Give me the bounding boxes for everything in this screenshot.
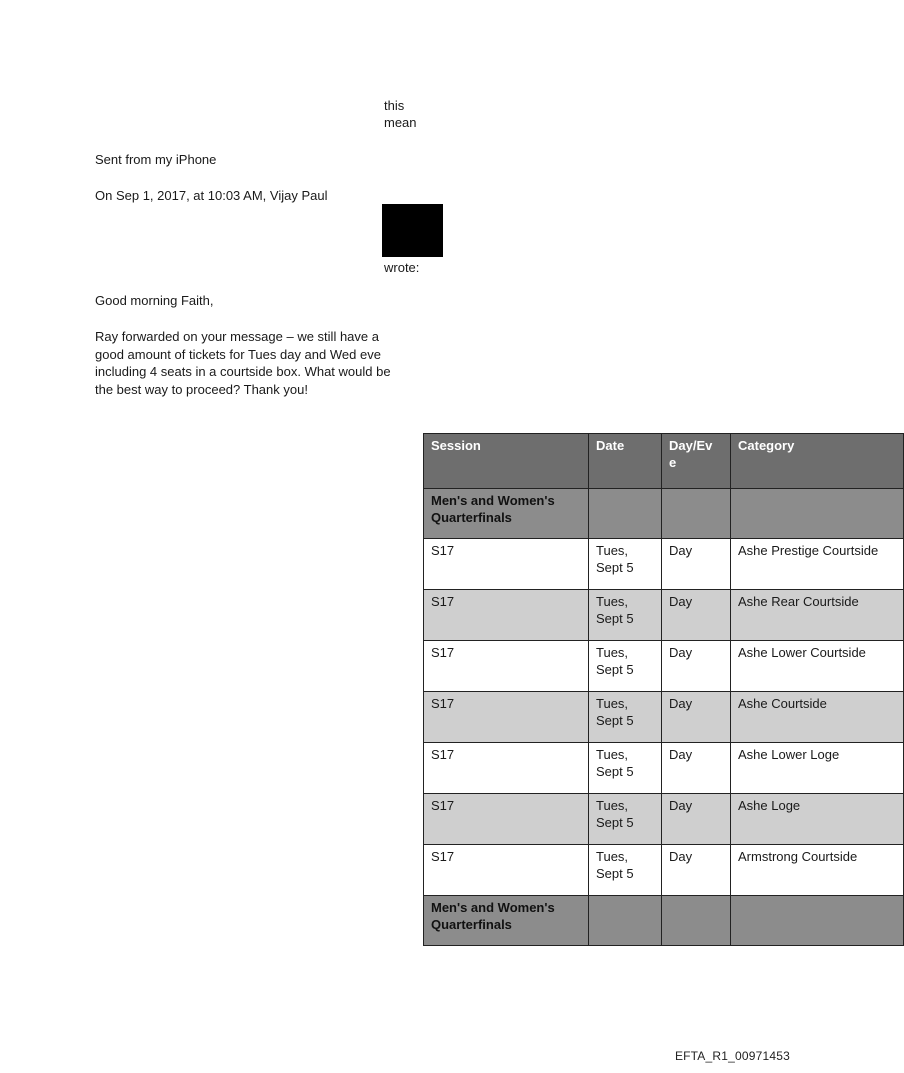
- header-date: Date: [589, 434, 662, 489]
- table-row: [424, 539, 904, 590]
- fragment-text: [384, 97, 417, 131]
- table-row: [424, 590, 904, 641]
- table-cell: Men's and Women's Quarterfinals: [424, 896, 589, 946]
- table-row: [424, 743, 904, 794]
- table-cell: S17: [424, 590, 589, 641]
- table-row: [424, 845, 904, 896]
- table-cell: Ashe Lower Loge: [731, 743, 904, 794]
- table-cell: S17: [424, 743, 589, 794]
- table-cell: Tues, Sept 5: [589, 641, 662, 692]
- table-cell: Day: [662, 794, 731, 845]
- sent-from-line: Sent from my iPhone: [95, 152, 217, 167]
- table-cell: Tues, Sept 5: [589, 845, 662, 896]
- table-cell: [731, 896, 904, 946]
- table-header-row: [424, 434, 904, 489]
- table-cell: [589, 896, 662, 946]
- wrote-label: wrote:: [384, 260, 420, 275]
- table-cell: Tues, Sept 5: [589, 539, 662, 590]
- table-cell: Day: [662, 539, 731, 590]
- table-row: [424, 794, 904, 845]
- table-body: [424, 489, 904, 946]
- table-cell: Ashe Courtside: [731, 692, 904, 743]
- table-cell: Tues, Sept 5: [589, 590, 662, 641]
- table-cell: Armstrong Courtside: [731, 845, 904, 896]
- table-cell: S17: [424, 845, 589, 896]
- table-cell: Tues, Sept 5: [589, 692, 662, 743]
- fragment-line-2: mean: [384, 115, 417, 130]
- table-cell: Day: [662, 845, 731, 896]
- table-cell: Men's and Women's Quarterfinals: [424, 489, 589, 539]
- fragment-line-1: this: [384, 98, 405, 113]
- header-day-eve: Day/Ev e: [662, 434, 731, 489]
- table-cell: Day: [662, 641, 731, 692]
- tickets-table-wrap: [423, 433, 879, 943]
- table-cell: Day: [662, 692, 731, 743]
- table-cell: S17: [424, 641, 589, 692]
- tickets-table: [423, 433, 904, 946]
- table-row: [424, 692, 904, 743]
- table-cell: [662, 489, 731, 539]
- table-cell: S17: [424, 794, 589, 845]
- table-cell: S17: [424, 692, 589, 743]
- table-cell: Ashe Prestige Courtside: [731, 539, 904, 590]
- table-cell: Day: [662, 590, 731, 641]
- header-category: Category: [731, 434, 904, 489]
- table-row: [424, 641, 904, 692]
- table-cell: [731, 489, 904, 539]
- table-cell: Ashe Lower Courtside: [731, 641, 904, 692]
- section-row: [424, 896, 904, 946]
- message-body: Ray forwarded on your message – we still have a good amount of tickets for Tues day and Wed eve including 4 seats in a courtside box. What would be the best way to proceed? Thank you!: [95, 329, 391, 397]
- table-cell: Tues, Sept 5: [589, 743, 662, 794]
- document-id: EFTA_R1_00971453: [674, 1049, 790, 1063]
- table-cell: Ashe Loge: [731, 794, 904, 845]
- table-cell: Ashe Rear Courtside: [731, 590, 904, 641]
- greeting: Good morning Faith,: [95, 293, 214, 308]
- header-session: Session: [424, 434, 589, 489]
- section-row: [424, 489, 904, 539]
- table-cell: [589, 489, 662, 539]
- redaction-box: [382, 204, 443, 257]
- table-cell: Tues, Sept 5: [589, 794, 662, 845]
- table-cell: S17: [424, 539, 589, 590]
- table-cell: Day: [662, 743, 731, 794]
- on-date-line: On Sep 1, 2017, at 10:03 AM, Vijay Paul: [95, 188, 328, 203]
- table-cell: [662, 896, 731, 946]
